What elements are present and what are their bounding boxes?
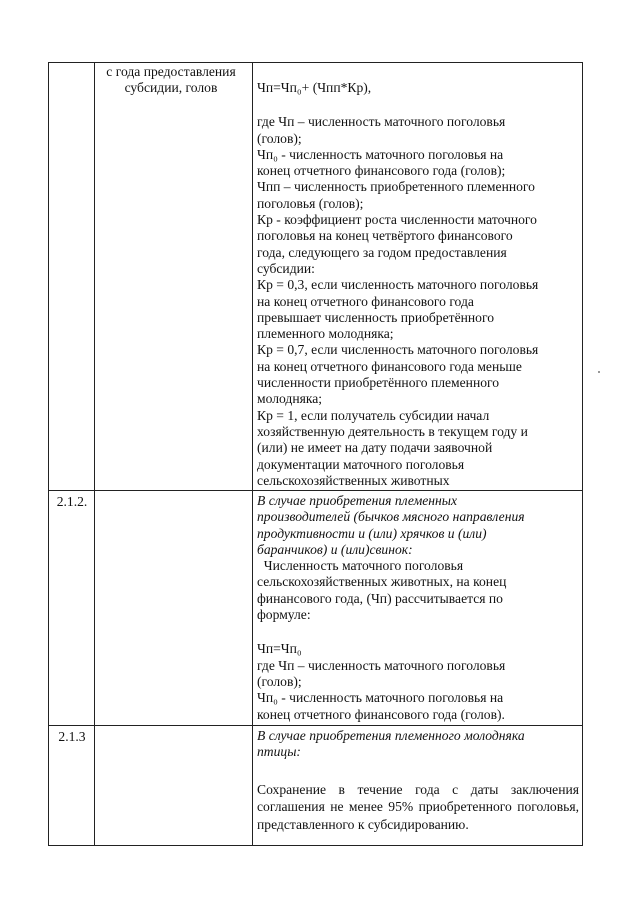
formula-line: молодняка; [257, 391, 323, 407]
formula-line: (или) не имеет на дату подачи заявочной [257, 440, 493, 456]
row2-heading-line: производителей (бычков мясного направления [257, 509, 525, 525]
row1-indicator [96, 64, 246, 97]
blank-line [257, 623, 579, 641]
formula-line: на конец отчетного финансового года меньше [257, 358, 522, 374]
formula-line: Чп₀ - численность маточного поголовья на [257, 146, 504, 162]
row3-heading-line: птицы: [257, 744, 301, 760]
row3-number: 2.1.3 [58, 729, 86, 744]
formula-line: конец отчетного финансового года (голов); [257, 163, 506, 179]
row1-indicator-line: с года предоставления [106, 64, 236, 79]
formula-line: хозяйственную деятельность в текущем году и [257, 423, 528, 439]
formula-line: документации маточного поголовья [257, 456, 465, 472]
row3-heading-line: В случае приобретения племенного молодняка [257, 728, 525, 743]
formula-line: конец отчетного финансового года (голов). [257, 706, 505, 722]
formula-line: года, следующего за годом предоставления [257, 244, 507, 260]
formula-line: Кр = 0,3, если численность маточного поголовья [257, 277, 539, 293]
row-divider-2 [48, 725, 583, 726]
table-left-border [48, 62, 49, 846]
formula-line: Чп=Чп₀+ (Чпп*Кр), [257, 80, 372, 95]
row3-condition-text [257, 728, 579, 833]
formula-line: сельскохозяйственных животных [257, 472, 450, 488]
formula-line: численности приобретённого племенного [257, 375, 500, 391]
formula-line: финансового года, (Чп) рассчитывается по [257, 590, 503, 606]
blank-line [257, 96, 579, 114]
blank-line [257, 761, 579, 781]
formula-line: субсидии: [257, 260, 315, 276]
row2-heading-line: продуктивности и (или) хрячков и (или) [257, 525, 487, 541]
row1-indicator-line: субсидии, голов [124, 80, 218, 96]
row2-number: 2.1.2. [56, 494, 88, 509]
formula-line: поголовья (голов); [257, 195, 364, 211]
formula-line: племенного молодняка; [257, 326, 394, 342]
table-top-border [48, 62, 583, 63]
row1-formula-text [257, 80, 579, 489]
formula-line: где Чп – численность маточного поголовья [257, 114, 506, 130]
table-right-border [582, 62, 583, 846]
row2-formula-text [257, 493, 579, 723]
row2-heading-line: В случае приобретения племенных [257, 493, 458, 508]
formula-line: где Чп – численность маточного поголовья [257, 657, 506, 673]
table-bottom-border [48, 845, 583, 846]
formula-line: Чп₀ - численность маточного поголовья на [257, 690, 504, 706]
formula-line: поголовья на конец четвёртого финансового [257, 228, 513, 244]
column-divider-2 [252, 62, 253, 846]
formula-line: превышает численность приобретённого [257, 309, 494, 325]
formula-line: Кр - коэффициент роста численности маточного [257, 212, 537, 228]
formula-line: (голов); [257, 673, 302, 689]
formula-line: сельскохозяйственных животных, на конец [257, 574, 507, 590]
formula-line: Кр = 1, если получатель субсидии начал [257, 407, 490, 423]
formula-line: Чп=Чп₀ [257, 641, 302, 657]
formula-line: (голов); [257, 130, 302, 146]
column-divider-1 [94, 62, 95, 846]
formula-line: формуле: [257, 607, 311, 623]
formula-line: Численность маточного поголовья [257, 558, 464, 574]
row2-heading-line: баранчиков) и (или)свинок: [257, 541, 413, 557]
scan-speck [598, 371, 600, 373]
formula-line: на конец отчетного финансового года [257, 293, 474, 309]
row-divider-1 [48, 490, 583, 491]
formula-line: Чпп – численность приобретенного племенного [257, 179, 535, 195]
row3-condition-paragraph: Сохранение в течение года с даты заключения соглашения не менее 95% приобретенного поголовья, представленного к субсидированию. [257, 781, 579, 832]
formula-line: Кр = 0,7, если численность маточного поголовья [257, 342, 539, 358]
subsidy-table [48, 62, 583, 846]
